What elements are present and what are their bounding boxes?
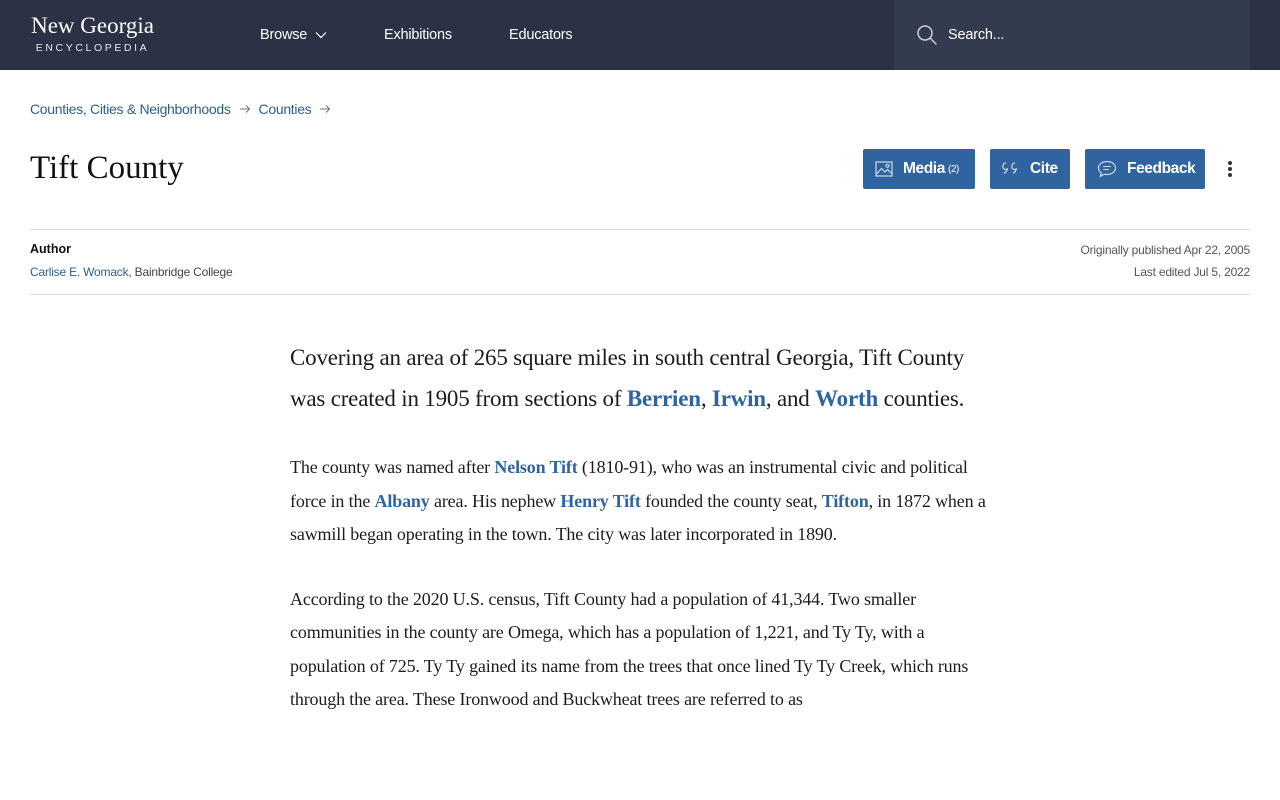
page-title: Tift County (30, 150, 184, 186)
link-irwin[interactable]: Irwin (711, 385, 766, 411)
published-date: Originally published Apr 22, 2005 (1080, 243, 1250, 257)
arrow-right-icon (319, 104, 331, 114)
divider (30, 294, 1250, 295)
breadcrumb-link-counties[interactable]: Counties (258, 101, 312, 117)
dot (1228, 167, 1232, 171)
breadcrumb-link-counties-cities[interactable]: Counties, Cities & Neighborhoods (30, 101, 231, 117)
image-icon (875, 160, 893, 178)
divider (30, 229, 1250, 230)
speech-bubble-icon (1097, 160, 1117, 178)
text: , (700, 385, 712, 411)
logo-sub-text: ENCYCLOPEDIA (35, 42, 150, 54)
media-button-label: Media (903, 160, 945, 177)
text: According to the 2020 U.S. census, Tift County had a population of 41,344. Two smaller communities in the county are Omega, which has a population of 1,221, and Ty Ty, with a population of 725. Ty Ty gained its name from the trees that once lined Ty Ty Creek, which runs through the area. These Ironwood and Buckwheat trees are referred to as (290, 588, 969, 709)
breadcrumb (30, 100, 339, 118)
author-label: Author (30, 242, 71, 256)
edited-date: Last edited Jul 5, 2022 (1133, 265, 1250, 279)
site-header (0, 0, 1280, 70)
quote-icon (1002, 162, 1020, 176)
search-input[interactable] (948, 23, 1228, 47)
nav-educators[interactable] (509, 0, 573, 70)
text: , in 1872 when a sawmill began operating in the town. The city was later incorporated in 1890. (290, 490, 986, 544)
lead-paragraph (290, 338, 990, 419)
nav-browse[interactable] (260, 0, 327, 70)
nav-exhibitions[interactable] (384, 0, 452, 70)
chevron-down-icon (315, 31, 327, 39)
author-line (30, 265, 232, 279)
cite-button[interactable] (990, 149, 1070, 189)
nav-exhibitions-label: Exhibitions (384, 27, 452, 43)
author-link[interactable]: Carlise E. Womack (30, 265, 129, 279)
dot (1228, 161, 1232, 165)
author-affiliation: , Bainbridge College (128, 265, 233, 279)
nav-educators-label: Educators (509, 27, 573, 43)
text: , and (765, 385, 816, 411)
article-body (290, 338, 990, 717)
search-box (894, 0, 1250, 70)
text: area. His nephew (429, 490, 561, 511)
nav-browse-label: Browse (260, 27, 308, 43)
logo-main-text: New Georgia (31, 13, 154, 38)
link-berrien[interactable]: Berrien (626, 385, 701, 411)
feedback-button[interactable] (1085, 149, 1205, 189)
link-henry-tift[interactable]: Henry Tift (560, 490, 641, 511)
link-nelson-tift[interactable]: Nelson Tift (494, 457, 578, 477)
feedback-button-label: Feedback (1127, 160, 1196, 177)
text: founded the county seat, (640, 490, 822, 511)
arrow-right-icon (239, 104, 251, 114)
text: (1810-91), who was an instrumental civic and political force in the (290, 457, 968, 511)
search-icon[interactable] (916, 24, 938, 46)
link-tifton[interactable]: Tifton (821, 490, 869, 511)
text: Covering an area of 265 square miles in south central Georgia, Tift County was created in 1905 from sections of (290, 345, 965, 411)
paragraph-2 (290, 583, 990, 717)
link-worth[interactable]: Worth (815, 385, 879, 411)
more-options-icon[interactable] (1222, 158, 1238, 180)
media-count: (2) (947, 163, 959, 175)
link-albany[interactable]: Albany (374, 490, 430, 511)
paragraph-1 (290, 451, 990, 552)
text: The county was named after (290, 457, 495, 477)
cite-button-label: Cite (1030, 160, 1058, 177)
media-button[interactable] (863, 149, 975, 189)
text: counties. (878, 385, 965, 411)
site-logo[interactable] (30, 13, 155, 55)
dot (1228, 173, 1232, 177)
